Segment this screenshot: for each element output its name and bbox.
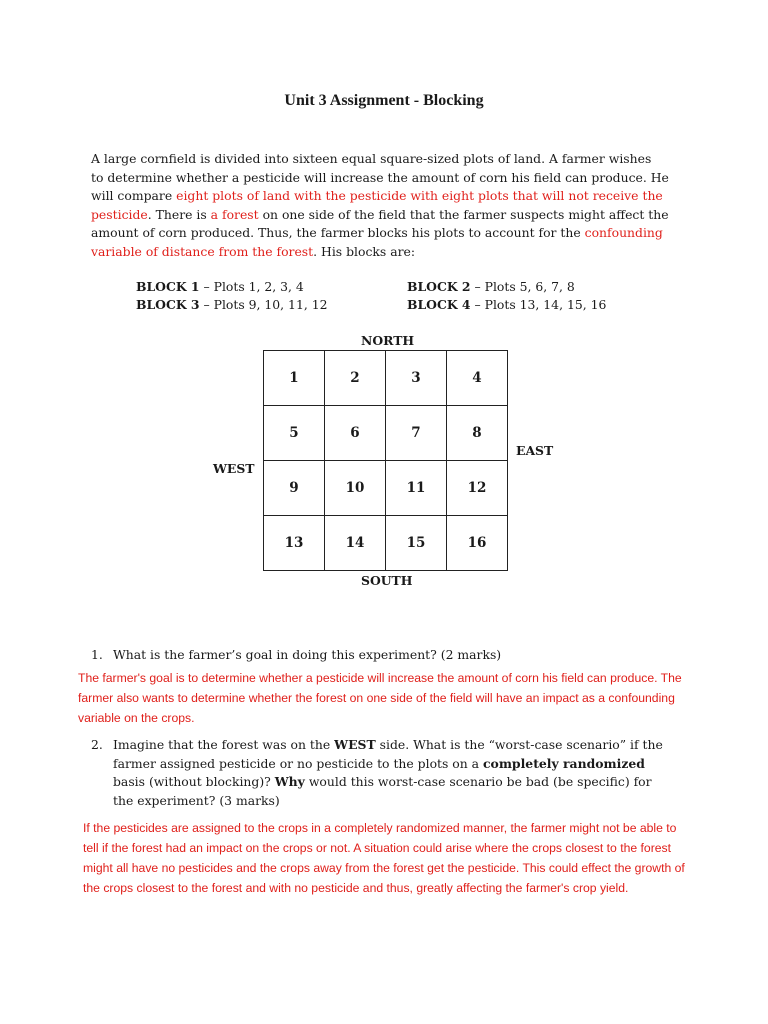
highlight-variable: variable of distance from the forest: [91, 243, 314, 259]
plot-cell: 14: [325, 516, 386, 571]
q-text: farmer assigned pesticide or no pesticide to the plots on a: [113, 755, 484, 771]
page-title: Unit 3 Assignment - Blocking: [284, 92, 484, 109]
plot-cell: 7: [386, 406, 447, 461]
plot-cell: 5: [264, 406, 325, 461]
block-plots: – Plots 5, 6, 7, 8: [470, 279, 575, 294]
grid-row: [264, 351, 508, 406]
plot-cell: 9: [264, 461, 325, 516]
highlight-pesticide: pesticide: [91, 206, 148, 222]
intro-text: amount of corn produced. Thus, the farmer blocks his plots to account for the: [91, 225, 585, 240]
intro-line-3: [91, 187, 691, 206]
intro-text: will compare: [91, 188, 177, 203]
highlight-confounding: confounding: [584, 225, 663, 240]
q-emphasis: WEST: [334, 737, 376, 752]
block-plots: – Plots 1, 2, 3, 4: [199, 279, 304, 294]
question-text: [113, 736, 663, 810]
intro-line-1: A large cornfield is divided into sixteen equal square-sized plots of land. A farmer wishes: [91, 151, 652, 166]
intro-line-5: [91, 224, 691, 243]
block-2: [407, 279, 575, 294]
block-plots: – Plots 13, 14, 15, 16: [470, 297, 607, 312]
block-1: [136, 279, 304, 294]
answer-1: [78, 668, 682, 728]
plot-grid: [263, 350, 508, 571]
answer-line: variable on the crops.: [78, 711, 195, 725]
plot-cell: 8: [447, 406, 508, 461]
plot-cell: 2: [325, 351, 386, 406]
question-line: [113, 736, 663, 755]
north-label: NORTH: [361, 333, 415, 348]
answer-line: farmer also wants to determine whether the forest on one side of the field will have an impact as a confounding: [78, 691, 675, 705]
question-number: 2.: [91, 737, 103, 752]
block-name: BLOCK 3: [136, 297, 200, 312]
plot-cell: 1: [264, 351, 325, 406]
block-name: BLOCK 1: [136, 279, 200, 294]
south-label: SOUTH: [361, 573, 413, 588]
block-name: BLOCK 2: [407, 279, 471, 294]
grid-row: [264, 461, 508, 516]
q-text: Imagine that the forest was on the: [113, 737, 335, 752]
plot-cell: 10: [325, 461, 386, 516]
intro-line-6: [91, 243, 691, 262]
question-line: [113, 755, 663, 774]
plot-cell: 15: [386, 516, 447, 571]
intro-text: . His blocks are:: [313, 243, 416, 259]
east-label: EAST: [516, 443, 554, 458]
grid-row: [264, 516, 508, 571]
question-line: the experiment? (3 marks): [113, 792, 280, 808]
plot-cell: 6: [325, 406, 386, 461]
intro-paragraph: [91, 150, 691, 261]
plot-cell: 3: [386, 351, 447, 406]
block-4: [407, 297, 606, 312]
block-plots: – Plots 9, 10, 11, 12: [199, 297, 328, 312]
highlight-forest: a forest: [210, 206, 259, 222]
plot-cell: 16: [447, 516, 508, 571]
answer-2: [83, 818, 685, 898]
answer-line: The farmer's goal is to determine whether a pesticide will increase the amount of corn his field can produce. The: [78, 671, 682, 685]
intro-text: . There is: [147, 206, 211, 222]
q-text: would this worst-case scenario be bad (be specific) for: [304, 774, 652, 789]
block-3: [136, 297, 327, 312]
west-label: WEST: [213, 461, 255, 476]
plot-cell: 13: [264, 516, 325, 571]
answer-line: the crops closest to the forest and with no pesticide and thus, greatly affecting the farmer's crop yield.: [83, 881, 629, 895]
plot-cell: 4: [447, 351, 508, 406]
highlight-comparison: eight plots of land with the pesticide with eight plots that will not receive the: [176, 188, 663, 203]
answer-line: might all have no pesticides and the crops away from the forest get the pesticide. This could effect the growth of: [83, 861, 685, 875]
q-text: side. What is the “worst-case scenario” if the: [375, 737, 663, 752]
intro-line-2: to determine whether a pesticide will increase the amount of corn his field can produce. He: [91, 169, 669, 185]
plot-cell: 11: [386, 461, 447, 516]
intro-text: on one side of the field that the farmer suspects might affect the: [258, 206, 669, 222]
plot-cell: 12: [447, 461, 508, 516]
grid-row: [264, 406, 508, 461]
question-number: 1.: [91, 647, 103, 662]
q-emphasis: completely randomized: [483, 755, 645, 771]
answer-line: tell if the forest had an impact on the crops or not. A situation could arise where the crops closest to the forest: [83, 841, 672, 855]
question-line: [113, 773, 663, 792]
q-text: basis (without blocking)?: [113, 774, 275, 789]
answer-line: If the pesticides are assigned to the crops in a completely randomized manner, the farmer might not be able to: [83, 821, 677, 835]
question-text: What is the farmer’s goal in doing this experiment? (2 marks): [113, 647, 502, 662]
q-emphasis: Why: [274, 774, 305, 789]
block-name: BLOCK 4: [407, 297, 471, 312]
intro-line-4: [91, 206, 691, 225]
